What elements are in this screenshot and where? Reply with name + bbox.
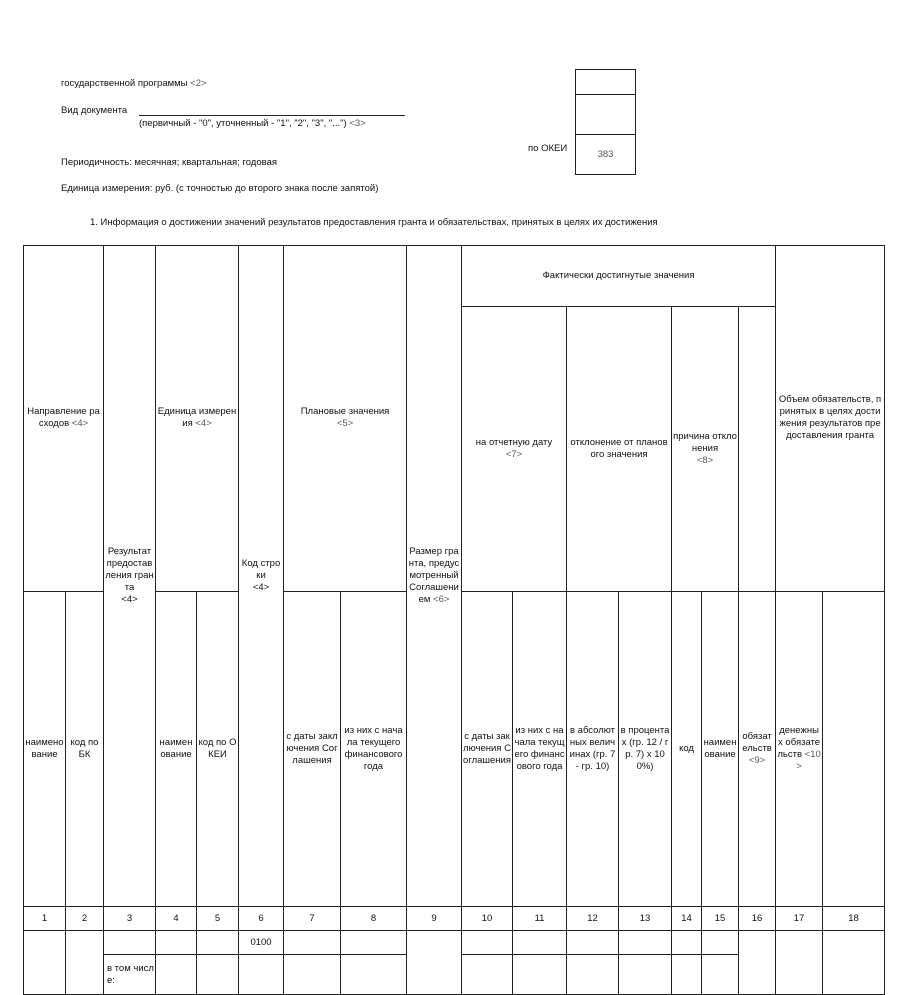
column-number: 11 <box>513 907 567 931</box>
header-reason: причина отклонения <8> <box>672 306 739 591</box>
cell-fact-from-year[interactable] <box>513 931 567 955</box>
okei-box-cell-doc-type[interactable] <box>576 95 635 135</box>
cell-result[interactable] <box>104 931 156 955</box>
cell-unit-name-2[interactable] <box>156 955 197 995</box>
subheader-code-bk: код по БК <box>66 591 104 906</box>
unit-of-measure: Единица измерения: руб. (с точностью до второго знака после запятой) <box>61 183 379 194</box>
subheader-money-obligations: денежных обязательств <10> <box>776 591 823 906</box>
subheader-direction-name: наименование <box>24 591 66 906</box>
header-deviation: отклонение от планового значения <box>567 306 672 591</box>
column-number: 10 <box>462 907 513 931</box>
subheader-unit-name: наименование <box>156 591 197 906</box>
cell-reason-name-2[interactable] <box>702 955 739 995</box>
program-line <box>61 78 207 90</box>
column-number: 17 <box>776 907 823 931</box>
subheader-fin-obligations: обязательств <9> <box>739 591 776 906</box>
cell-unit-name[interactable] <box>156 931 197 955</box>
cell-percent[interactable] <box>619 931 672 955</box>
subheader-fact-from-agreement: с даты заключения Соглашения <box>462 591 513 906</box>
cell-fact-from-year-2[interactable] <box>513 955 567 995</box>
cell-fact-from-agreement[interactable] <box>462 931 513 955</box>
okei-value: 383 <box>597 149 614 160</box>
column-number: 8 <box>341 907 407 931</box>
subheader-code-okei: код по ОКЕИ <box>197 591 239 906</box>
subheader-from-year: из них с начала текущего финансового года <box>341 591 407 906</box>
column-number: 6 <box>239 907 284 931</box>
okei-box <box>575 69 636 175</box>
cell-plan-from-year-2[interactable] <box>341 955 407 995</box>
doc-type-hint-line <box>139 118 366 130</box>
cell-plan-from-year[interactable] <box>341 931 407 955</box>
cell-grant-size[interactable] <box>407 931 462 995</box>
program-ref: <2> <box>190 78 207 89</box>
subheader-abs-values: в абсолютных величинах (гр. 7 - гр. 10) <box>567 591 619 906</box>
header-obligations: Объем обязательств, принятых в целях достижения результатов предоставления гранта <box>776 246 885 592</box>
header-grant-size: Размер гранта, предусмотренный Соглашением <6> <box>407 246 462 907</box>
column-number: 14 <box>672 907 702 931</box>
cell-unused[interactable] <box>823 931 885 995</box>
column-number: 4 <box>156 907 197 931</box>
header-direction: Направление расходов <4> <box>24 246 104 592</box>
cell-reason-name[interactable] <box>702 931 739 955</box>
column-number: 5 <box>197 907 239 931</box>
cell-direction-name[interactable] <box>24 931 66 995</box>
column-number: 7 <box>284 907 341 931</box>
doc-type-field[interactable] <box>139 115 405 116</box>
column-number: 2 <box>66 907 104 931</box>
cell-code-okei[interactable] <box>197 931 239 955</box>
doc-type-ref: <3> <box>349 118 366 129</box>
column-number: 15 <box>702 907 739 931</box>
cell-reason-code[interactable] <box>672 931 702 955</box>
subheader-from-agreement: с даты заключения Соглашения <box>284 591 341 906</box>
program-label: государственной программы <box>61 78 188 89</box>
header-planned: Плановые значения <5> <box>284 246 407 592</box>
column-number: 1 <box>24 907 66 931</box>
cell-row-code: 0100 <box>239 931 284 955</box>
cell-plan-from-agreement[interactable] <box>284 931 341 955</box>
column-number: 18 <box>823 907 885 931</box>
section-title: 1. Информация о достижении значений результатов предоставления гранта и обязательствах, принятых в целях их достижения <box>90 217 658 228</box>
subheader-fact-from-year: из них с начала текущего финансового года <box>513 591 567 906</box>
column-number: 13 <box>619 907 672 931</box>
cell-including: в том числе: <box>104 955 156 995</box>
cell-percent-2[interactable] <box>619 955 672 995</box>
doc-type-label: Вид документа <box>61 105 128 116</box>
cell-code-bk[interactable] <box>66 931 104 995</box>
subheader-reason-code: код <box>672 591 702 906</box>
cell-abs-values-2[interactable] <box>567 955 619 995</box>
cell-money-obligations[interactable] <box>776 931 823 995</box>
header-unit: Единица измерения <4> <box>156 246 239 592</box>
cell-row-code-2[interactable] <box>239 955 284 995</box>
header-result: Результат предоставления гранта <4> <box>104 246 156 907</box>
periodicity: Периодичность: месячная; квартальная; годовая <box>61 157 277 168</box>
okei-box-cell-program[interactable] <box>576 70 635 95</box>
column-number: 12 <box>567 907 619 931</box>
subheader-percent: в процентах (гр. 12 / гр. 7) x 100%) <box>619 591 672 906</box>
column-numbers-row <box>24 907 885 931</box>
subheader-reason-name: наименование <box>702 591 739 906</box>
cell-code-okei-2[interactable] <box>197 955 239 995</box>
cell-reason-code-2[interactable] <box>672 955 702 995</box>
header-actual: Фактически достигнутые значения <box>462 246 776 307</box>
doc-type-hint: (первичный - "0", уточненный - "1", "2", "3", "...") <box>139 118 347 129</box>
cell-fin-obligations[interactable] <box>739 931 776 995</box>
header-on-date: на отчетную дату <7> <box>462 306 567 591</box>
cell-fact-from-agreement-2[interactable] <box>462 955 513 995</box>
column-number: 3 <box>104 907 156 931</box>
column-number: 16 <box>739 907 776 931</box>
cell-abs-values[interactable] <box>567 931 619 955</box>
header-row-code: Код строки <4> <box>239 246 284 907</box>
column-number: 9 <box>407 907 462 931</box>
results-table <box>23 245 885 995</box>
okei-label: по ОКЕИ <box>528 143 568 154</box>
cell-plan-from-agreement-2[interactable] <box>284 955 341 995</box>
